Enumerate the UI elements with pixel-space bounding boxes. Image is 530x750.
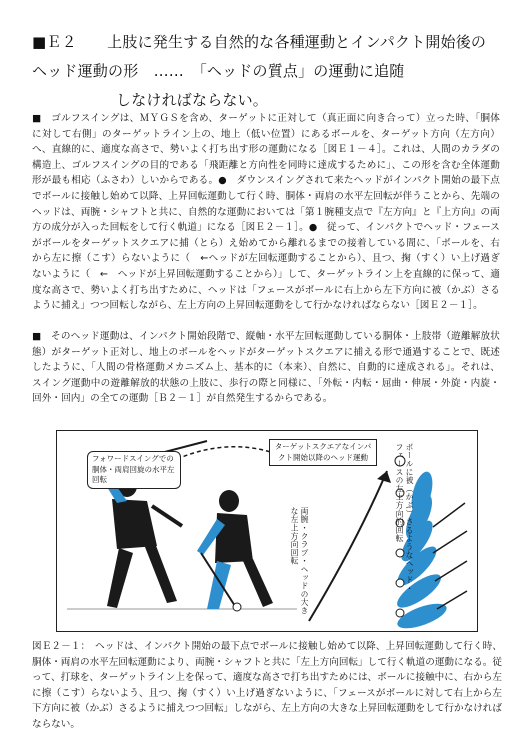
paragraph-1: ■ ゴルフスイングは、ＭＹＧＳを含め、ターゲットに正対して（真正面に向き合って）立った時、「胴体に対して右側」のターゲットライン上の、地上（低い位置）にあるボールを、ターゲット方向（左方向）へ、直線的に、適度な高さで、勢いよく打ち出す形の運動になる［図Ｅ１－４］。これは、人間のカラダの構造上、ゴルフスイングの目的である「飛距離と方向性を同時に達成するために」、この形を含む全体運動形が最も相応（ふさわ）しいからである。● ダウンスイングされて来たヘッドがインパクト開始の最下点でボールに接触し始めて以降、上昇回転運動して行く時、胴体・両肩の水平左回転が伴うことから、先端のヘッドは、両腕・シャフトと共に、自然的な運動においては「第１腕種支点で『左方向』と『上方向』の両方の成分が入った回転をして行く軌道」になる［図Ｅ２－１］。● 従って、インパクトでヘッド・フェースがボールをターゲットスクエアに捕（とら）え始めてから離れるまでの接着している間に、「ボールを、右から左に擦（こす）らないように（ ←ヘッドが左回転運動することから）、且つ、掬（すく）い上げ過ぎないように（ ← ヘッドが上昇回転運動することから）」して、ターゲットライン上を直線的に保って、適度な高さで、勢いよく打ち出すために、ヘッドは「フェースがボールに右上から左下方向に被（かぶ）さるように捕え」つつ回転しながら、左上方向の上昇回転運動をして行かなければならない［図Ｅ２－１］。 — [32, 113, 500, 312]
golfer-impact-figure — [197, 490, 273, 611]
title-line-1: ■Ｅ２ 上肢に発生する自然的な各種運動とインパクト開始後の — [32, 33, 487, 51]
head-trajectory-arrowhead — [377, 471, 391, 483]
section-title — [32, 28, 502, 115]
title-line-3: しなければならない。 — [116, 91, 269, 109]
label-forward-swing: フォワードスイングでの胴体・両肩回旋の水平左回転 — [87, 451, 181, 489]
label-face-rotation: ボールに被（かぶ）さるようなヘッド・フェースの左上方向的回転 — [395, 443, 414, 593]
paragraph-2: ■ そのヘッド運動は、インパクト開始段階で、縦軸・水平左回転運動している胴体・上肢帯（遊離解放状態）がターゲット正対し、地上のボールをヘッドがターゲットスクエアに捕える形で通過することで、既述したように、「人間の骨格運動メカニズム上、基本的に（本来）、自然に、自動的に達成される」。それは、スイング運動中の遊離解放的状態の上肢に、歩行の際と同様に、「外転・内転・屈曲・伸展・外旋・内旋・回外・回内」の全ての運動［Ｂ２－１］が自然発生するからである。 — [32, 331, 500, 405]
figure-caption: 図Ｅ２－１： ヘッドは、インパクト開始の最下点でボールに接触し始めて以降、上昇回転運動して行く時、胴体・両肩の水平左回転運動により、両腕・シャフトと共に「左上方向回転」して行く軌道の運動になる。従って、打球を、ターゲットライン上を保って、適度な高さで打ち出すためには、ボールに接触中に、右から左に擦（こす）らないよう、且つ、掬（すく）い上げ過ぎないように、「フェースがボールに対して右上から左下方向に被（かぶ）さるように捕えつつ回転」しながら、左上方向の大きな上昇回転運動をして行かなければならない。 — [32, 641, 502, 730]
title-line-2: ヘッド運動の形 …… 「ヘッドの質点」の運動に追随 — [32, 62, 405, 80]
rotation-arrow — [177, 447, 282, 459]
label-arms-rotation: 両腕・クラブ・ヘッドの大きな左上方向回転 — [290, 507, 309, 615]
label-target-square: ターゲットスクエアなインパクト開始以降のヘッド運動 — [269, 439, 377, 466]
figure-e2-1 — [56, 430, 478, 632]
head-trajectory-arrow — [309, 471, 387, 621]
